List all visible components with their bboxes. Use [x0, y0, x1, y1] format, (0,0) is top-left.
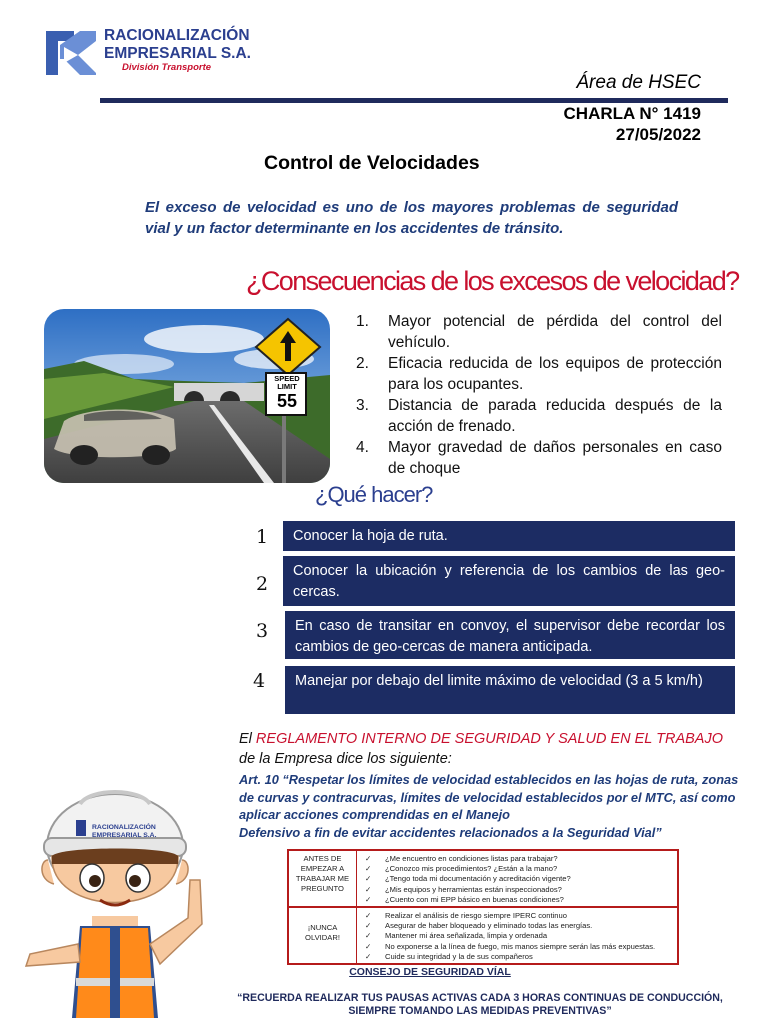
list-item: [365, 952, 671, 962]
step-box: En caso de transitar en convoy, el supervisor debe recordar los cambios de geo-cercas de manera anticipada.: [285, 611, 735, 659]
helmet-logo-text: [78, 824, 168, 839]
check-icon: ✓: [365, 854, 372, 863]
check-icon: ✓: [365, 951, 372, 961]
list-item-number: 3.: [356, 397, 369, 414]
check-icon: ✓: [365, 931, 372, 941]
step-box: Conocer la ubicación y referencia de los cambios de las geo-cercas.: [283, 556, 735, 606]
regulation-prefix: El: [239, 731, 256, 747]
checklist-section2-label: ¡NUNCA OLVIDAR!: [289, 907, 357, 963]
list-item: [365, 864, 671, 874]
list-item-number: 1.: [356, 313, 369, 330]
safety-worker-mascot: [20, 768, 230, 1018]
list-item-text: Asegurar de haber bloqueado y eliminado todas las energías.: [385, 921, 593, 931]
checklist-section1-items: [365, 854, 671, 905]
what-to-do-heading: ¿Qué hacer?: [315, 482, 433, 507]
speed-road-photo: [44, 309, 330, 483]
list-item: [365, 921, 671, 931]
consequences-list: [352, 312, 722, 480]
check-icon: ✓: [365, 884, 372, 894]
list-item-text: ¿Mis equipos y herramientas están inspeccionados?: [385, 884, 562, 894]
article-text: [239, 771, 739, 841]
helmet-logo-line1: RACIONALIZACIÓN: [92, 824, 156, 831]
company-name-line2: EMPRESARIAL S.A.: [104, 45, 251, 62]
list-item: [365, 911, 671, 921]
list-item-text: Mayor potencial de pérdida del control del vehículo.: [388, 313, 722, 351]
regulation-name: REGLAMENTO INTERNO DE SEGURIDAD Y SALUD EN EL TRABAJO: [255, 731, 723, 747]
area-label: Área de HSEC: [576, 72, 701, 93]
list-item-text: Mantener mi área señalizada, limpia y ordenada: [385, 931, 548, 941]
list-item: [365, 874, 671, 884]
helmet-logo-line2: EMPRESARIAL S.A.: [92, 831, 157, 839]
list-item-text: ¿Tengo toda mi documentación y acreditación vigente?: [385, 874, 571, 884]
check-icon: ✓: [365, 911, 372, 920]
check-icon: ✓: [365, 874, 372, 884]
list-item: [365, 942, 671, 952]
consequences-heading: ¿Consecuencias de los excesos de velocidad?: [246, 266, 739, 296]
list-item-text: ¿Conozco mis procedimientos? ¿Están a la mano?: [385, 864, 558, 874]
check-icon: ✓: [365, 894, 372, 904]
list-item-text: ¿Cuento con mi EPP básico en buenas condiciones?: [385, 894, 564, 904]
speed-sign-line2: LIMIT: [277, 382, 297, 391]
article-body: “Respetar los límites de velocidad establecidos en las hojas de ruta, zonas de curvas y contracurvas, límites de velocidad establecidos por el MTC, así como aplicar acciones comprendidas en el Manejo: [239, 772, 739, 822]
checklist-section1-label: ANTES DE EMPEZAR A TRABAJAR ME PREGUNTO: [289, 851, 357, 906]
list-item: [352, 396, 722, 437]
list-item-text: Distancia de parada reducida después de la acción de frenado.: [388, 397, 722, 435]
step-box: Manejar por debajo del limite máximo de velocidad (3 a 5 km/h): [285, 666, 735, 714]
list-item-text: Eficacia reducida de los equipos de protección para los ocupantes.: [388, 355, 722, 393]
company-name-line1: RACIONALIZACIÓN: [104, 27, 250, 44]
company-division: División Transporte: [122, 62, 212, 73]
safety-checklist-table: [287, 849, 679, 965]
list-item-text: No exponerse a la línea de fuego, mis manos siempre serán las más expuestas.: [385, 941, 656, 951]
company-name: [104, 27, 251, 63]
speed-sign-value: 55: [276, 391, 298, 411]
list-item: [365, 854, 671, 864]
list-item: [352, 438, 722, 479]
safety-advice-title: CONSEJO DE SEGURIDAD VÍAL: [349, 966, 511, 978]
list-item-text: ¿Me encuentro en condiciones listas para trabajar?: [385, 854, 558, 863]
charla-date: 27/05/2022: [615, 125, 701, 144]
step-number: 1: [256, 526, 269, 548]
list-item-text: Mayor gravedad de daños personales en caso de choque: [388, 439, 722, 477]
list-item: [365, 895, 671, 905]
speed-sign-line1: SPEED: [274, 374, 300, 383]
check-icon: ✓: [365, 941, 372, 951]
step-number: 4: [253, 670, 266, 692]
step-number: 3: [256, 620, 269, 642]
step-box: Conocer la hoja de ruta.: [283, 521, 735, 551]
check-icon: ✓: [365, 864, 372, 874]
article-body-end: Defensivo a fin de evitar accidentes relacionados a la Seguridad Vial”: [239, 824, 662, 840]
list-item: [352, 354, 722, 395]
article-label: Art. 10: [239, 772, 279, 787]
list-item: [365, 931, 671, 941]
check-icon: ✓: [365, 921, 372, 931]
charla-info: [470, 103, 701, 145]
list-item-number: 2.: [356, 355, 369, 372]
step-number: 2: [256, 573, 269, 595]
list-item-number: 4.: [356, 439, 369, 456]
checklist-section2-items: [365, 911, 671, 962]
list-item-text: Cuide su integridad y la de sus compañeros: [385, 951, 533, 961]
regulation-text: [239, 729, 739, 769]
regulation-suffix: de la Empresa dice los siguiente:: [239, 751, 452, 767]
list-item-text: Realizar el análisis de riesgo siempre IPERC continuo: [385, 911, 567, 920]
reminder-footer: “RECUERDA REALIZAR TUS PAUSAS ACTIVAS CADA 3 HORAS CONTINUAS DE CONDUCCIÓN, SIEMPRE TOMANDO LAS MEDIDAS PREVENTIVAS”: [237, 992, 723, 1017]
speed-sign-text: [270, 375, 304, 411]
list-item: [365, 885, 671, 895]
company-logo-icon: [44, 27, 98, 79]
intro-paragraph: El exceso de velocidad es uno de los mayores problemas de seguridad vial y un factor determinante en los accidentes de tránsito.: [145, 199, 678, 237]
charla-number: CHARLA N° 1419: [563, 104, 701, 123]
page-title: Control de Velocidades: [264, 152, 480, 174]
list-item: [352, 312, 722, 353]
